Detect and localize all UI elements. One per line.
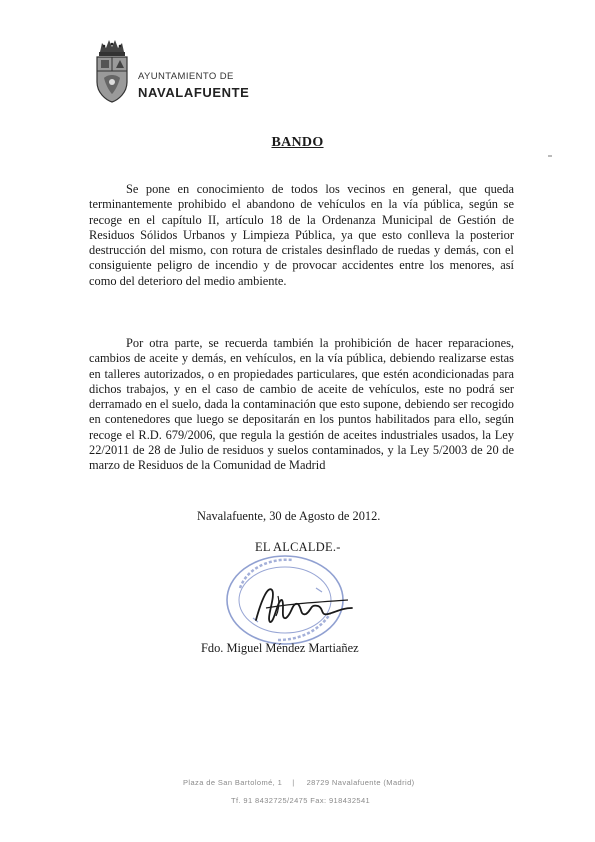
footer-postal: 28729 Navalafuente (Madrid) [306,778,415,787]
signer-title: EL ALCALDE.- [255,540,341,554]
coat-of-arms-icon [92,38,132,104]
footer-divider: | [292,778,295,787]
org-label: AYUNTAMIENTO DE [138,71,234,82]
letterhead [92,38,292,108]
footer-address: Plaza de San Bartolomé, 1 [183,778,283,787]
signature-scribble [248,578,358,628]
place-date: Navalafuente, 30 de Agosto de 2012. [197,509,381,523]
footer-address-line [183,778,415,787]
footer-phone-fax: Tf. 91 8432725/2475 Fax: 918432541 [231,796,371,805]
org-name: NAVALAFUENTE [138,85,250,100]
paragraph-1: Se pone en conocimiento de todos los vecinos en general, que queda terminantemente prohibido el abandono de vehículos en la vía pública, según se recoge en el capítulo II, artículo 18 de la Ordenanza Municipal de Gestión de Residuos Sólidos Urbanos y Limpieza Pública, ya que esto conlleva la posterior destrucción del mismo, con rotura de cristales desinflado de ruedas y demás, con el consiguiente peligro de incendio y de provocar accidentes entre los menores, así como del deterioro del medio ambiente. [89,182,514,288]
document-title: BANDO [271,135,324,150]
paragraph-2: Por otra parte, se recuerda también la prohibición de hacer reparaciones, cambios de aceite y demás, en vehículos, en la vía pública, debiendo realizarse estas en talleres autorizados, o en propiedades particulares, que estén acondicionadas para dichos trabajos, y en el caso de cambio de aceite de vehículos, este no podrá ser derramado en el suelo, dada la contaminación que esto supone, debiendo ser recogido en contenedores que luego se depositarán en los puntos habilitados para ello, según recoge el R.D. 679/2006, que regula la gestión de aceites industriales usados, la Ley 22/2011 de 28 de Julio de residuos y suelos contaminados, y la Ley 5/2003 de 20 de marzo de Residuos de la Comunidad de Madrid [89,336,514,473]
scan-artifact [548,155,552,157]
signed-by: Fdo. Miguel Méndez Martiañez [201,641,359,655]
